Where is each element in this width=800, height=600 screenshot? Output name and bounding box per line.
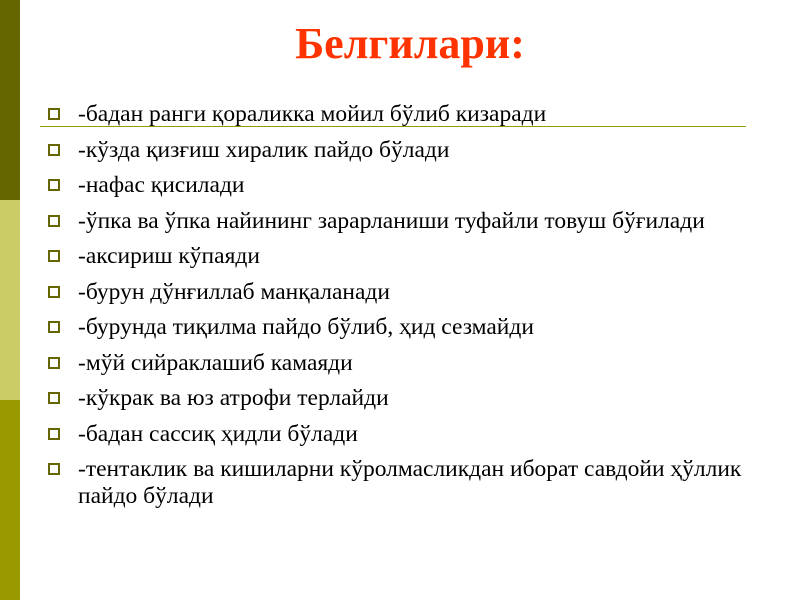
bullet-text: -бурун дўнғиллаб манқаланади xyxy=(78,278,390,305)
bullet-text: -кўзда қизғиш хиралик пайдо бўлади xyxy=(78,136,450,163)
bullet-list xyxy=(48,101,778,519)
bullet-text: -бадан сассиқ ҳидли бўлади xyxy=(78,420,358,447)
square-bullet-icon xyxy=(48,392,60,404)
bullet-item xyxy=(48,243,778,270)
square-bullet-icon xyxy=(48,428,60,440)
square-bullet-icon xyxy=(48,250,60,262)
bullet-item xyxy=(48,279,778,306)
bullet-text: -мўй сийраклашиб камаяди xyxy=(78,349,353,376)
bullet-text: -аксириш кўпаяди xyxy=(78,243,260,269)
bullet-item xyxy=(48,137,778,164)
slide-title: Белгилари: xyxy=(295,19,525,68)
bullet-item xyxy=(48,350,778,377)
bullet-text: -кўкрак ва юз атрофи терлайди xyxy=(78,385,389,411)
square-bullet-icon xyxy=(48,286,60,298)
bullet-item xyxy=(48,421,778,448)
bullet-item xyxy=(48,385,778,412)
bullet-item xyxy=(48,456,778,510)
square-bullet-icon xyxy=(48,108,60,120)
bullet-text: -тентаклик ва кишиларни кўролмасликдан иборат савдойи ҳўллик пайдо бўлади xyxy=(78,456,742,509)
bullet-item xyxy=(48,208,778,235)
bullet-text: -ўпка ва ўпка найининг зарарланиши туфайли товуш бўғилади xyxy=(78,207,705,234)
square-bullet-icon xyxy=(48,321,60,333)
bullet-item xyxy=(48,314,778,341)
square-bullet-icon xyxy=(48,215,60,227)
square-bullet-icon xyxy=(48,144,60,156)
square-bullet-icon xyxy=(48,357,60,369)
side-bar-light xyxy=(0,200,20,400)
square-bullet-icon xyxy=(48,463,60,475)
side-bar-dark xyxy=(0,0,20,200)
bullet-text: -бадан ранги қораликка мойил бўлиб кизаради xyxy=(78,101,547,127)
bullet-item xyxy=(48,172,778,199)
bullet-text: -бурунда тиқилма пайдо бўлиб, ҳид сезмайди xyxy=(78,314,534,340)
side-bar-mid xyxy=(0,400,20,600)
bullet-text: -нафас қисилади xyxy=(78,172,245,198)
bullet-item xyxy=(48,101,778,128)
square-bullet-icon xyxy=(48,179,60,191)
